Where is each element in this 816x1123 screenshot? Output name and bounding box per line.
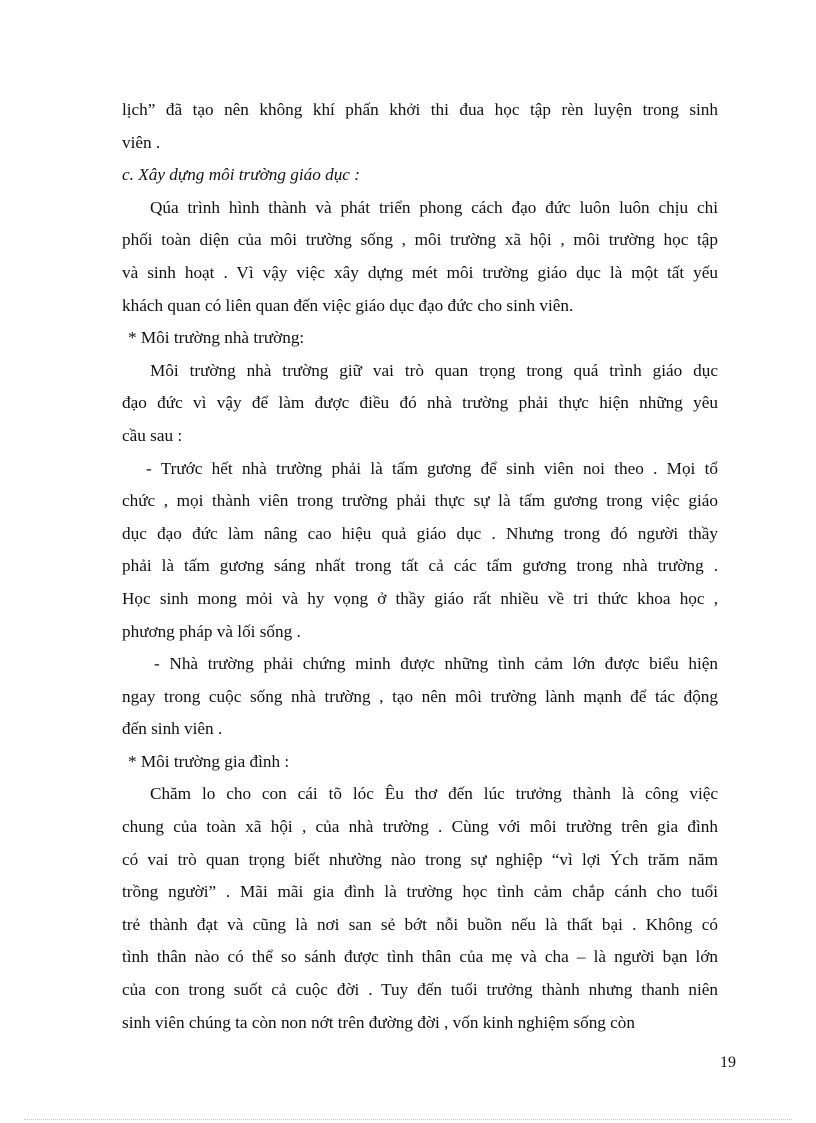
text-line: - Trước hết nhà trường phải là tấm gương để sinh viên noi theo . Mọi tổ <box>146 458 718 478</box>
text-line: Chăm lo cho con cái tõ lóc Êu thơ đến lúc trưởng thành là công việc <box>150 784 718 804</box>
text-line: đạo đức vì vậy để làm được điều đó nhà trường phải thực hiện những yêu <box>122 393 718 413</box>
text-line: phối toàn diện của môi trường sống , môi trường xã hội , môi trường học tập <box>122 230 718 250</box>
text-line: trồng người” . Mãi mãi gia đình là trường học tình cảm chắp cánh cho tuổi <box>122 882 718 902</box>
subheading: * Môi trường gia đình : <box>128 751 290 771</box>
text-line: có vai trò quan trọng biết nhường nào trong sự nghiệp “vì lợi Ých trăm năm <box>122 849 718 869</box>
text-line: lịch” đã tạo nên không khí phấn khởi thi đua học tập rèn luyện trong sinh <box>122 100 718 119</box>
subheading: * Môi trường nhà trường: <box>128 328 305 348</box>
text-line: Học sinh mong mỏi và hy vọng ở thầy giáo rất nhiều về tri thức khoa học , <box>122 588 718 608</box>
text-line: phải là tấm gương sáng nhất trong tất cả các tấm gương trong nhà trường . <box>122 556 718 576</box>
text-line: ngay trong cuộc sống nhà trường , tạo nên môi trường lành mạnh để tác động <box>122 686 718 706</box>
text-line: phương pháp và lối sống . <box>122 621 301 641</box>
text-line: và sinh hoạt . Vì vậy việc xây dựng mét môi trường giáo dục là một tất yếu <box>122 262 718 282</box>
text-line: Qúa trình hình thành và phát triển phong cách đạo đức luôn luôn chịu chi <box>150 197 718 217</box>
text-line: sinh viên chúng ta còn non nớt trên đường đời , vốn kinh nghiệm sống còn <box>122 1012 635 1032</box>
text-line: dục đạo đức làm nâng cao hiệu quả giáo dục . Nhưng trong đó người thầy <box>122 523 718 543</box>
text-line: đến sinh viên . <box>122 719 223 739</box>
text-line: chung của toàn xã hội , của nhà trường . Cùng với môi trường trên gia đình <box>122 817 718 837</box>
text-line: Môi trường nhà trường giữ vai trò quan trọng trong quá trình giáo dục <box>150 360 718 380</box>
text-line: khách quan có liên quan đến việc giáo dục đạo đức cho sinh viên. <box>122 295 574 315</box>
text-line: tình thân nào có thể so sánh được tình thân của mẹ và cha – là người bạn lớn <box>122 947 718 967</box>
text-line: chức , mọi thành viên trong trường phải thực sự là tấm gương trong việc giáo <box>122 491 718 511</box>
page-number: 19 <box>720 1054 736 1071</box>
text-line: trẻ thành đạt và cũng là nơi san sẻ bớt nỗi buồn nếu là thất bại . Không có <box>122 914 718 934</box>
text-line: của con trong suốt cả cuộc đời . Tuy đến tuổi trưởng thành nhưng thanh niên <box>122 980 718 1000</box>
text-line: cầu sau : <box>122 425 183 445</box>
section-heading: c. Xây dựng môi trường giáo dục : <box>122 165 360 185</box>
text-line: viên . <box>122 132 161 152</box>
footer-divider <box>24 1119 792 1120</box>
text-line: - Nhà trường phải chứng minh được những tình cảm lớn được biểu hiện <box>154 654 718 674</box>
body-text <box>122 94 718 1039</box>
